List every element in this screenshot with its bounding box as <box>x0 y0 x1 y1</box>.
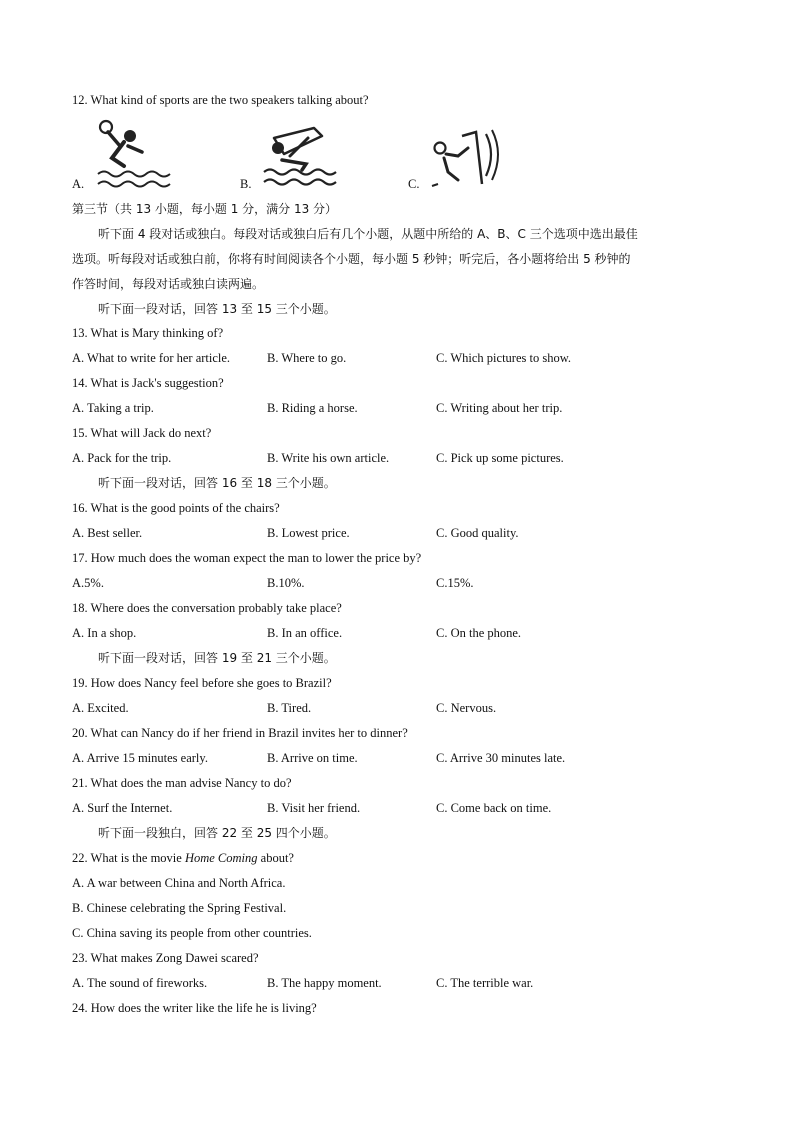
q19-option-b: B. Tired. <box>267 701 312 715</box>
question-21-stem: 21. What does the man advise Nancy to do? <box>72 776 292 790</box>
q19-option-a: A. Excited. <box>72 701 129 715</box>
q12-option-b-label: B. <box>240 177 252 191</box>
question-24-stem: 24. How does the writer like the life he is living? <box>72 1001 317 1015</box>
water-polo-icon <box>94 118 174 190</box>
q19-option-c: C. Nervous. <box>436 701 497 715</box>
q14-option-b: B. Riding a horse. <box>267 401 358 415</box>
q16-option-b: B. Lowest price. <box>267 526 350 540</box>
q17-option-a: A.5%. <box>72 576 104 590</box>
q18-option-c: C. On the phone. <box>436 626 522 640</box>
q22-stem-post: about? <box>257 851 294 865</box>
question-23-stem: 23. What makes Zong Dawei scared? <box>72 951 259 965</box>
q13-option-c: C. Which pictures to show. <box>436 351 572 365</box>
q18-option-a: A. In a shop. <box>72 626 137 640</box>
q16-option-c: C. Good quality. <box>436 526 519 540</box>
passage4-intro: 听下面一段独白，回答 22 至 25 四个小题。 <box>98 826 336 840</box>
q18-option-b: B. In an office. <box>267 626 343 640</box>
q16-option-a: A. Best seller. <box>72 526 143 540</box>
q15-option-c: C. Pick up some pictures. <box>436 451 564 465</box>
question-13-stem: 13. What is Mary thinking of? <box>72 326 224 340</box>
q21-option-c: C. Come back on time. <box>436 801 552 815</box>
q12-option-c-label: C. <box>408 177 420 191</box>
q13-option-a: A. What to write for her article. <box>72 351 231 365</box>
q22-option-b: B. Chinese celebrating the Spring Festival. <box>72 901 287 915</box>
passage2-intro: 听下面一段对话，回答 16 至 18 三个小题。 <box>98 476 336 490</box>
q13-option-b: B. Where to go. <box>267 351 347 365</box>
q17-option-b: B.10%. <box>267 576 305 590</box>
q23-option-b: B. The happy moment. <box>267 976 382 990</box>
q22-stem-pre: 22. What is the movie <box>72 851 185 865</box>
q23-option-c: C. The terrible war. <box>436 976 534 990</box>
q14-option-a: A. Taking a trip. <box>72 401 154 415</box>
section3-instruction-line-1: 听下面 4 段对话或独白。每段对话或独白后有几个小题，从题中所给的 A、B、C 三个选项中选出最佳 <box>98 227 638 241</box>
q22-movie-title: Home Coming <box>184 851 258 865</box>
question-17-stem: 17. How much does the woman expect the man to lower the price by? <box>72 551 422 565</box>
q12-option-a-label: A. <box>72 177 85 191</box>
question-19-stem: 19. How does Nancy feel before she goes to Brazil? <box>72 676 332 690</box>
q20-option-c: C. Arrive 30 minutes late. <box>436 751 566 765</box>
q22-option-c: C. China saving its people from other countries. <box>72 926 312 940</box>
climbing-icon <box>428 126 504 190</box>
question-15-stem: 15. What will Jack do next? <box>72 426 212 440</box>
question-18-stem: 18. Where does the conversation probably take place? <box>72 601 342 615</box>
q23-option-a: A. The sound of fireworks. <box>72 976 208 990</box>
rowing-icon <box>262 124 338 190</box>
question-12-stem: 12. What kind of sports are the two speakers talking about? <box>72 93 369 107</box>
question-22-stem <box>72 850 294 866</box>
section3-instruction-line-3: 作答时间，每段对话或独白读两遍。 <box>72 277 265 291</box>
q14-option-c: C. Writing about her trip. <box>436 401 563 415</box>
section3-heading: 第三节（共 13 小题，每小题 1 分，满分 13 分） <box>72 202 338 216</box>
q21-option-a: A. Surf the Internet. <box>72 801 173 815</box>
q15-option-b: B. Write his own article. <box>267 451 390 465</box>
q22-option-a: A. A war between China and North Africa. <box>72 876 286 890</box>
question-20-stem: 20. What can Nancy do if her friend in Brazil invites her to dinner? <box>72 726 408 740</box>
q20-option-b: B. Arrive on time. <box>267 751 358 765</box>
q21-option-b: B. Visit her friend. <box>267 801 361 815</box>
section3-instruction-line-2: 选项。听每段对话或独白前，你将有时间阅读各个小题，每小题 5 秒钟；听完后，各小题将给出 5 秒钟的 <box>72 252 631 266</box>
question-16-stem: 16. What is the good points of the chairs? <box>72 501 280 515</box>
q17-option-c: C.15%. <box>436 576 474 590</box>
passage3-intro: 听下面一段对话，回答 19 至 21 三个小题。 <box>98 651 336 665</box>
passage1-intro: 听下面一段对话，回答 13 至 15 三个小题。 <box>98 302 336 316</box>
q20-option-a: A. Arrive 15 minutes early. <box>72 751 208 765</box>
question-14-stem: 14. What is Jack's suggestion? <box>72 376 224 390</box>
q15-option-a: A. Pack for the trip. <box>72 451 172 465</box>
